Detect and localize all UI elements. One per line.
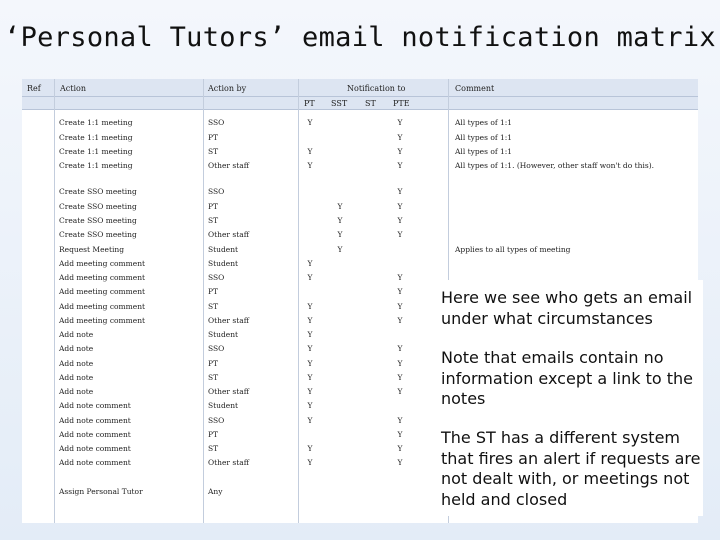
header-comment: Comment xyxy=(455,84,495,93)
cell-by: SSO xyxy=(208,344,225,353)
cell-by: Other staff xyxy=(208,387,250,396)
cell-pt: Y xyxy=(307,118,313,127)
callout-paragraph-2: Note that emails contain no information except a link to the notes xyxy=(441,348,694,408)
cell-pt: Y xyxy=(307,458,313,467)
cell-pt: Y xyxy=(307,273,313,282)
cell-pte: Y xyxy=(397,416,403,425)
cell-pt: Y xyxy=(307,330,313,339)
cell-pte: Y xyxy=(397,444,403,453)
cell-by: SSO xyxy=(208,416,225,425)
cell-pt: Y xyxy=(307,302,313,311)
cell-pt: Y xyxy=(307,416,313,425)
cell-pt: Y xyxy=(307,259,313,268)
cell-by: PT xyxy=(208,287,219,296)
cell-action: Create SSO meeting xyxy=(59,216,137,225)
cell-by: SSO xyxy=(208,187,225,196)
cell-pte: Y xyxy=(397,387,403,396)
cell-pte: Y xyxy=(397,458,403,467)
cell-action: Add meeting comment xyxy=(59,259,146,268)
cell-sso: Y xyxy=(337,202,343,211)
cell-action: Add note comment xyxy=(59,444,131,453)
cell-pt: Y xyxy=(307,444,313,453)
subheader-pte: PTE xyxy=(393,99,410,108)
cell-by: ST xyxy=(208,216,219,225)
cell-action: Add meeting comment xyxy=(59,273,146,282)
cell-pt: Y xyxy=(307,359,313,368)
cell-pte: Y xyxy=(397,202,403,211)
table-row xyxy=(22,159,698,173)
cell-action: Add note comment xyxy=(59,401,131,410)
table-row xyxy=(22,243,698,257)
cell-by: Other staff xyxy=(208,316,250,325)
subheader-pt: PT xyxy=(304,99,315,108)
cell-by: Other staff xyxy=(208,161,250,170)
cell-by: Other staff xyxy=(208,458,250,467)
cell-pte: Y xyxy=(397,430,403,439)
cell-pte: Y xyxy=(397,316,403,325)
cell-action: Add note xyxy=(59,330,94,339)
cell-action: Add note xyxy=(59,387,94,396)
cell-pt: Y xyxy=(307,401,313,410)
table-row xyxy=(22,185,698,199)
cell-pte: Y xyxy=(397,230,403,239)
cell-comment: All types of 1:1 xyxy=(455,147,513,156)
cell-pte: Y xyxy=(397,359,403,368)
header-action: Action xyxy=(60,84,86,93)
cell-by: Student xyxy=(208,245,239,254)
cell-by: Student xyxy=(208,401,239,410)
callout-paragraph-1: Here we see who gets an email under what circumstances xyxy=(441,288,693,328)
cell-by: Other staff xyxy=(208,230,250,239)
cell-pt: Y xyxy=(307,161,313,170)
table-row xyxy=(22,228,698,242)
cell-by: ST xyxy=(208,373,219,382)
table-row xyxy=(22,145,698,159)
header-action-by: Action by xyxy=(208,84,247,93)
cell-by: PT xyxy=(208,133,219,142)
header-notification-to: Notification to xyxy=(347,84,406,93)
table-row xyxy=(22,257,698,271)
cell-action: Create 1:1 meeting xyxy=(59,161,133,170)
cell-pte: Y xyxy=(397,187,403,196)
cell-pte: Y xyxy=(397,133,403,142)
cell-action: Add meeting comment xyxy=(59,316,146,325)
cell-by: SSO xyxy=(208,118,225,127)
cell-pte: Y xyxy=(397,287,403,296)
cell-pt: Y xyxy=(307,344,313,353)
callout-paragraph-3: The ST has a different system that fires an alert if requests are not dealt with, or meetings not held and closed xyxy=(441,428,701,509)
cell-pte: Y xyxy=(397,373,403,382)
subheader-st: ST xyxy=(365,99,376,108)
cell-by: Student xyxy=(208,259,239,268)
header-ref: Ref xyxy=(27,84,41,93)
cell-sso: Y xyxy=(337,216,343,225)
cell-pte: Y xyxy=(397,302,403,311)
explanation-callout xyxy=(433,280,703,516)
cell-action: Add note xyxy=(59,373,94,382)
cell-pt: Y xyxy=(307,316,313,325)
cell-action: Add note comment xyxy=(59,458,131,467)
cell-action: Assign Personal Tutor xyxy=(59,487,143,496)
table-row xyxy=(22,200,698,214)
cell-by: Any xyxy=(208,487,223,496)
cell-by: SSO xyxy=(208,273,225,282)
table-row xyxy=(22,116,698,130)
table-row xyxy=(22,131,698,145)
cell-pte: Y xyxy=(397,118,403,127)
page-title: ‘Personal Tutors’ email notification matrix xyxy=(4,22,716,53)
cell-pt: Y xyxy=(307,373,313,382)
subheader-sst: SST xyxy=(331,99,348,108)
cell-action: Create 1:1 meeting xyxy=(59,147,133,156)
cell-action: Add note xyxy=(59,359,94,368)
cell-action: Create SSO meeting xyxy=(59,202,137,211)
cell-pte: Y xyxy=(397,161,403,170)
cell-action: Create SSO meeting xyxy=(59,230,137,239)
table-row xyxy=(22,214,698,228)
cell-action: Create SSO meeting xyxy=(59,187,137,196)
cell-sso: Y xyxy=(337,230,343,239)
cell-by: PT xyxy=(208,202,219,211)
cell-action: Add meeting comment xyxy=(59,302,146,311)
cell-pte: Y xyxy=(397,344,403,353)
cell-by: Student xyxy=(208,330,239,339)
cell-comment: Applies to all types of meeting xyxy=(455,245,571,254)
cell-pt: Y xyxy=(307,387,313,396)
cell-comment: All types of 1:1. (However, other staff won't do this). xyxy=(455,161,655,170)
table-subheader-row xyxy=(22,97,698,110)
cell-by: ST xyxy=(208,302,219,311)
cell-by: ST xyxy=(208,147,219,156)
cell-by: PT xyxy=(208,359,219,368)
cell-pt: Y xyxy=(307,147,313,156)
cell-action: Add note comment xyxy=(59,430,131,439)
cell-action: Add meeting comment xyxy=(59,287,146,296)
cell-action: Create 1:1 meeting xyxy=(59,133,133,142)
cell-pte: Y xyxy=(397,147,403,156)
cell-action: Create 1:1 meeting xyxy=(59,118,133,127)
cell-comment: All types of 1:1 xyxy=(455,118,513,127)
cell-comment: All types of 1:1 xyxy=(455,133,513,142)
cell-pte: Y xyxy=(397,273,403,282)
cell-action: Add note xyxy=(59,344,94,353)
cell-by: PT xyxy=(208,430,219,439)
cell-pte: Y xyxy=(397,216,403,225)
cell-action: Add note comment xyxy=(59,416,131,425)
cell-action: Request Meeting xyxy=(59,245,125,254)
cell-sso: Y xyxy=(337,245,343,254)
cell-by: ST xyxy=(208,444,219,453)
